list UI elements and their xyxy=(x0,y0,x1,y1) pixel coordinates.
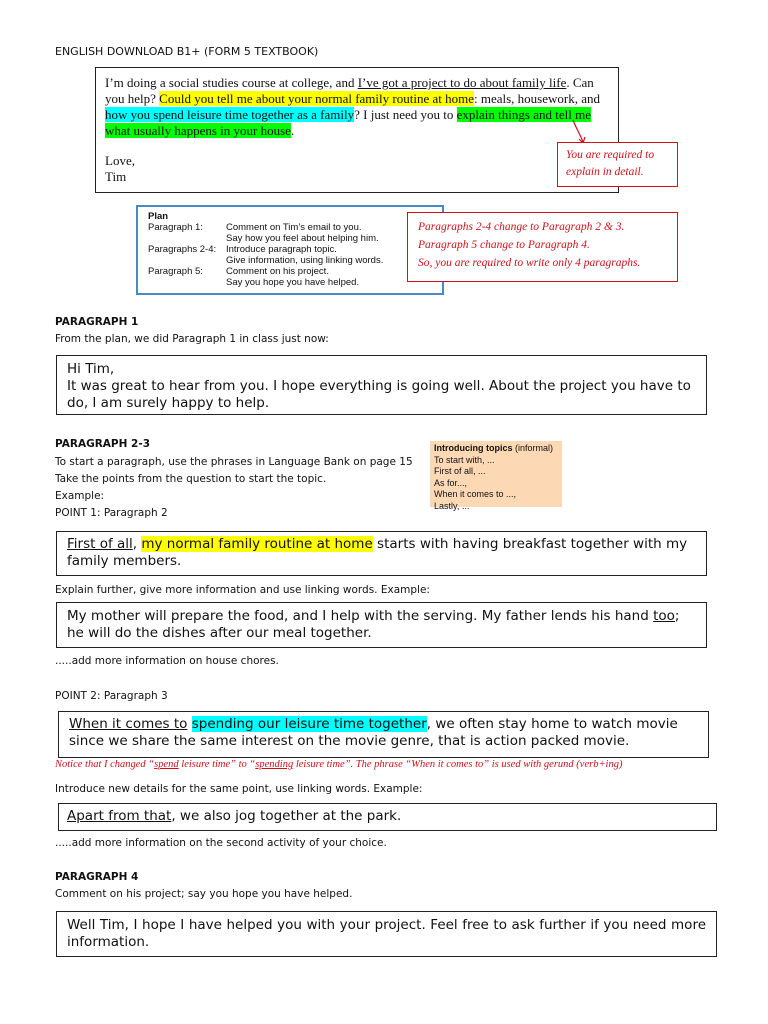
note-explain-box xyxy=(557,142,678,187)
example-2-box xyxy=(56,602,707,648)
plan-row-lines xyxy=(226,266,359,288)
email-text: I’m doing a social studies course at college, and xyxy=(105,75,358,90)
notice-text: leisure time”. The phrase “When it comes to” is used with gerund (verb+ing) xyxy=(293,759,623,770)
paragraph-1-heading: PARAGRAPH 1 xyxy=(55,316,139,328)
plan-row-line: Comment on his project. xyxy=(226,266,329,277)
paragraph-4-body: Well Tim, I hope I have helped you with your project. Feel free to ask further if you need more information. xyxy=(67,917,706,950)
plan-row-line: Say how you feel about helping him. xyxy=(226,233,379,244)
plan-row xyxy=(148,266,432,288)
paragraph-2-3-line: Example: xyxy=(55,490,105,502)
example-text: My mother will prepare the food, and I help with the serving. My father lends his hand xyxy=(67,608,654,624)
example-3-text xyxy=(69,716,698,750)
example-3-box xyxy=(58,711,709,758)
email-text: . xyxy=(290,123,295,138)
example-text: ; he will do the dishes after our meal together. xyxy=(67,608,680,641)
paragraph-1-intro: From the plan, we did Paragraph 1 in class just now: xyxy=(55,333,329,345)
paragraph-1-body: It was great to hear from you. I hope everything is going well. About the project you have to do, I am surely happy to help. xyxy=(67,378,691,411)
plan-row-label: Paragraph 1: xyxy=(148,222,203,233)
note-paragraphs-box xyxy=(407,212,678,282)
topics-item: As for..., xyxy=(434,477,468,488)
linking-phrase: When it comes to xyxy=(69,716,188,732)
note-explain-text: You are required to explain in detail. xyxy=(566,149,655,178)
plan-row-lines xyxy=(226,244,383,266)
example-text: , xyxy=(132,536,142,552)
topics-title-suffix: (informal) xyxy=(512,443,554,453)
plan-row-label: Paragraphs 2-4: xyxy=(148,244,217,255)
email-closing: Love, xyxy=(105,153,135,168)
paragraph-1-box xyxy=(56,355,707,415)
notice-word: spend xyxy=(154,759,179,770)
paragraph-1-greeting: Hi Tim, xyxy=(67,361,115,377)
document-header: ENGLISH DOWNLOAD B1+ (FORM 5 TEXTBOOK) xyxy=(55,45,319,58)
linking-word: too xyxy=(653,608,675,624)
email-highlight-green: explain things and tell me what usually happens in your house xyxy=(105,107,591,138)
topics-item: When it comes to ..., xyxy=(434,489,517,499)
plan-row-line: Introduce paragraph topic. xyxy=(226,244,337,255)
paragraph-2-3-heading: PARAGRAPH 2-3 xyxy=(55,438,151,450)
example-text: , we also jog together at the park. xyxy=(171,808,402,824)
plan-row-label: Paragraph 5: xyxy=(148,266,203,277)
new-details-instruction: Introduce new details for the same point, use linking words. Example: xyxy=(55,783,423,795)
example-text: , we often stay home to watch movie since we share the same interest on the movie genre, that is action packed movie. xyxy=(69,716,678,749)
point-2-label: POINT 2: Paragraph 3 xyxy=(55,690,168,702)
example-4-box xyxy=(58,803,717,831)
more-info-note: .....add more information on the second activity of your choice. xyxy=(55,837,387,849)
example-1-text xyxy=(67,536,696,570)
email-text: . Can you help? xyxy=(105,75,594,106)
point-1-label: POINT 1: Paragraph 2 xyxy=(55,507,168,519)
example-1-box xyxy=(56,531,707,576)
plan-row xyxy=(148,244,432,266)
note-paragraphs-line: Paragraphs 2-4 change to Paragraph 2 & 3. xyxy=(418,221,625,233)
topics-title-text: Introducing topics xyxy=(434,443,513,453)
email-highlight-cyan: how you spend leisure time together as a family xyxy=(105,107,355,122)
plan-row xyxy=(148,222,432,244)
highlight-cyan: spending our leisure time together xyxy=(191,716,427,732)
example-4-text xyxy=(67,808,708,825)
notice-text: Notice that I changed “ xyxy=(55,759,155,770)
notice-text: leisure time” to “ xyxy=(178,759,256,770)
notice-word: spending xyxy=(255,759,294,770)
topics-list xyxy=(434,455,558,513)
topics-item: Lastly, ... xyxy=(434,500,470,511)
note-paragraphs-line: Paragraph 5 change to Paragraph 4. xyxy=(418,239,590,251)
email-text: : meals, housework, and xyxy=(473,91,600,106)
highlight-yellow: my normal family routine at home xyxy=(141,536,373,552)
plan-row-line: Say you hope you have helped. xyxy=(226,277,360,288)
paragraph-2-3-line: Take the points from the question to start the topic. xyxy=(55,473,327,485)
paragraph-2-3-line: To start a paragraph, use the phrases in Language Bank on page 15 xyxy=(55,456,413,468)
paragraph-4-box xyxy=(56,911,717,957)
email-text-underlined: I’ve got a project to do about family life xyxy=(357,75,567,90)
email-highlight-yellow: Could you tell me about your normal family routine at home xyxy=(159,91,474,106)
plan-row-lines xyxy=(226,222,379,244)
more-info-note: .....add more information on house chores. xyxy=(55,655,279,667)
plan-box xyxy=(136,205,444,295)
introducing-topics-box xyxy=(430,441,562,511)
note-paragraphs-line: So, you are required to write only 4 paragraphs. xyxy=(418,257,641,269)
linking-phrase: Apart from that xyxy=(67,808,172,824)
example-text: starts with having breakfast together with my family members. xyxy=(67,536,688,569)
example-2-text xyxy=(67,608,696,642)
introducing-topics-title xyxy=(434,443,558,455)
plan-title: Plan xyxy=(148,211,169,222)
gerund-notice xyxy=(55,759,622,770)
explain-instruction: Explain further, give more information and use linking words. Example: xyxy=(55,584,430,596)
plan-rows xyxy=(148,222,432,288)
paragraph-4-intro: Comment on his project; say you hope you have helped. xyxy=(55,888,353,900)
topics-item: First of all, ... xyxy=(434,466,486,476)
email-signature: Tim xyxy=(105,169,127,184)
email-body xyxy=(105,75,609,139)
paragraph-4-heading: PARAGRAPH 4 xyxy=(55,871,139,883)
plan-row-line: Give information, using linking words. xyxy=(226,255,384,266)
topics-item: To start with, ... xyxy=(434,454,495,465)
plan-row-line: Comment on Tim’s email to you. xyxy=(226,222,362,233)
email-box xyxy=(95,67,619,193)
email-text: ? I just need you to xyxy=(354,107,457,122)
linking-phrase: First of all xyxy=(67,536,133,552)
